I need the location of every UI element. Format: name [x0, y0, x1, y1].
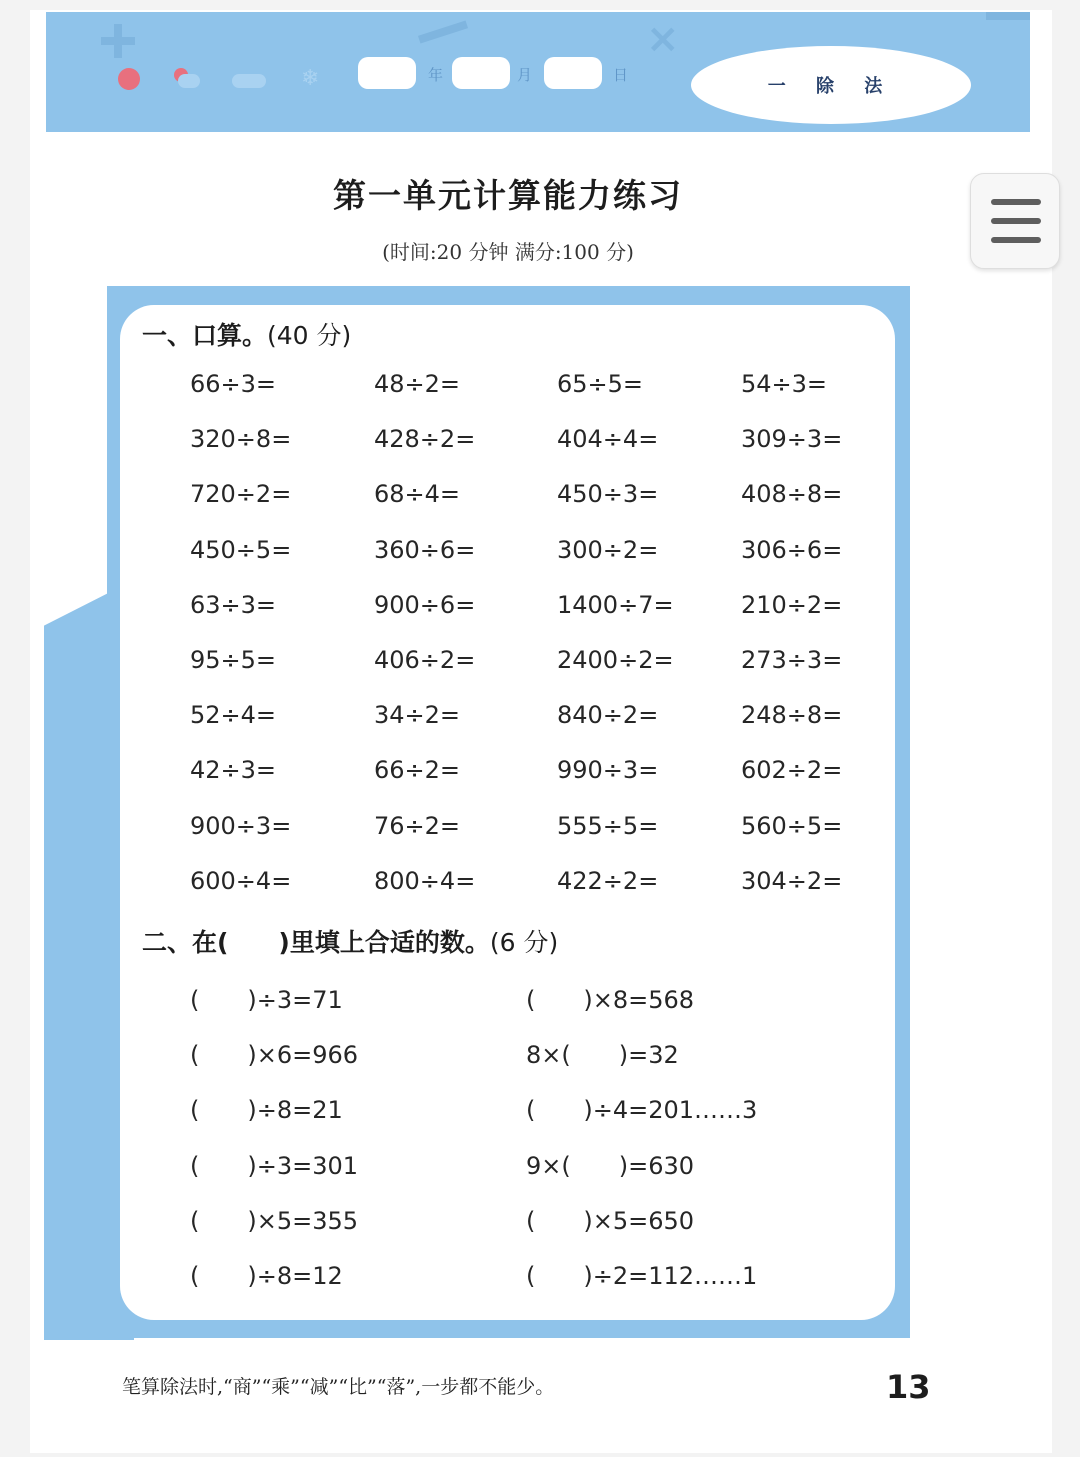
- cloud-icon: [232, 68, 266, 90]
- oral-calc-problem: 273÷3=: [741, 646, 843, 674]
- day-label: 日: [613, 66, 629, 84]
- oral-calc-problem: 48÷2=: [374, 370, 461, 398]
- oral-calc-problem: 560÷5=: [741, 811, 843, 840]
- footer-tip: 笔算除法时,“商”“乘”“减”“比”“落”,一步都不能少。: [122, 1376, 555, 1398]
- oral-calc-problem: 300÷2=: [557, 535, 659, 564]
- oral-calc-problem: 422÷2=: [557, 866, 659, 895]
- header-band: [46, 12, 1030, 132]
- page-subtitle: (时间:20 分钟 满分:100 分): [382, 240, 634, 264]
- oral-calc-problem: 720÷2=: [190, 480, 292, 509]
- section2-title: 二、在( )里填上合适的数。: [142, 928, 490, 957]
- year-field[interactable]: [358, 57, 416, 89]
- fill-blank-problem: ( )÷8=12: [190, 1262, 343, 1290]
- fill-blank-problem: ( )÷3=71: [190, 986, 343, 1014]
- month-field[interactable]: [452, 57, 510, 89]
- oral-calc-problem: 406÷2=: [374, 646, 476, 674]
- month-label: 月: [517, 66, 533, 84]
- oral-calc-problem: 900÷6=: [374, 590, 476, 619]
- oral-calc-problem: 54÷3=: [741, 370, 828, 398]
- fill-blank-problem: ( )÷2=112……1: [526, 1262, 758, 1290]
- cloud-sun-icon: [174, 68, 196, 90]
- unit-name: 一 除 法: [767, 76, 895, 97]
- oral-calc-problem: 248÷8=: [741, 701, 843, 730]
- page-number: 13: [886, 1368, 931, 1406]
- oral-calc-problem: 408÷8=: [741, 480, 843, 509]
- oral-calc-problem: 602÷2=: [741, 756, 843, 785]
- fill-blank-problem: 8×( )=32: [526, 1041, 679, 1070]
- oral-calc-problem: 900÷3=: [190, 811, 292, 840]
- fill-blank-problem: ( )÷8=21: [190, 1096, 343, 1125]
- fill-blank-problem: ( )×5=355: [190, 1206, 359, 1235]
- oral-calc-problem: 555÷5=: [557, 811, 659, 840]
- page-title: 第一单元计算能力练习: [333, 176, 683, 215]
- oral-calc-problem: 840÷2=: [557, 701, 659, 730]
- oral-calc-problem: 2400÷2=: [557, 646, 674, 674]
- oral-calc-problem: 404÷4=: [557, 425, 659, 454]
- bar-decoration-icon: [986, 12, 1030, 20]
- fill-blank-problem: ( )×6=966: [190, 1041, 359, 1070]
- menu-icon-line: [991, 218, 1041, 224]
- oral-calc-problem: 360÷6=: [374, 535, 476, 564]
- oral-calc-problem: 450÷3=: [557, 480, 659, 509]
- section1-points: (40 分): [267, 321, 352, 350]
- dash-decoration-icon: [418, 20, 468, 43]
- fill-blank-problem: ( )×8=568: [526, 986, 695, 1014]
- oral-calc-problem: 600÷4=: [190, 866, 292, 895]
- sun-icon: [118, 68, 140, 90]
- oral-calc-problem: 65÷5=: [557, 370, 644, 398]
- section2-heading: [142, 923, 558, 959]
- times-decoration-icon: ×: [646, 16, 680, 62]
- oral-calc-problem: 990÷3=: [557, 756, 659, 785]
- day-field[interactable]: [544, 57, 602, 89]
- section1-title: 一、口算。: [142, 321, 268, 350]
- oral-calc-problem: 66÷2=: [374, 756, 461, 785]
- section1-heading: [142, 316, 351, 352]
- oral-calc-problem: 1400÷7=: [557, 590, 674, 619]
- oral-calc-problem: 210÷2=: [741, 590, 843, 619]
- oral-calc-problem: 304÷2=: [741, 866, 843, 895]
- unit-badge: [691, 46, 971, 124]
- oral-calc-problem: 34÷2=: [374, 701, 461, 730]
- oral-calc-problem: 42÷3=: [190, 756, 277, 785]
- plus-decoration-icon: [101, 24, 135, 58]
- oral-calc-problem: 320÷8=: [190, 425, 292, 454]
- year-label: 年: [428, 66, 444, 84]
- oral-calc-problem: 306÷6=: [741, 535, 843, 564]
- oral-calc-problem: 309÷3=: [741, 425, 843, 454]
- oral-calc-problem: 68÷4=: [374, 480, 461, 509]
- snowflake-icon: ❄: [301, 66, 320, 91]
- fill-blank-problem: ( )÷3=301: [190, 1151, 359, 1180]
- oral-calc-problem: 66÷3=: [190, 370, 277, 398]
- oral-calc-problem: 428÷2=: [374, 425, 476, 454]
- oral-calc-problem: 76÷2=: [374, 811, 461, 840]
- oral-calc-problem: 52÷4=: [190, 701, 277, 730]
- oral-calc-problem: 800÷4=: [374, 866, 476, 895]
- fill-blank-problem: 9×( )=630: [526, 1151, 695, 1180]
- oral-calc-problem: 95÷5=: [190, 646, 277, 674]
- section2-points: (6 分): [489, 928, 559, 957]
- oral-calc-problem: 63÷3=: [190, 590, 277, 619]
- fill-blank-problem: ( )÷4=201……3: [526, 1096, 758, 1125]
- fill-blank-problem: ( )×5=650: [526, 1206, 695, 1235]
- oral-calc-problem: 450÷5=: [190, 535, 292, 564]
